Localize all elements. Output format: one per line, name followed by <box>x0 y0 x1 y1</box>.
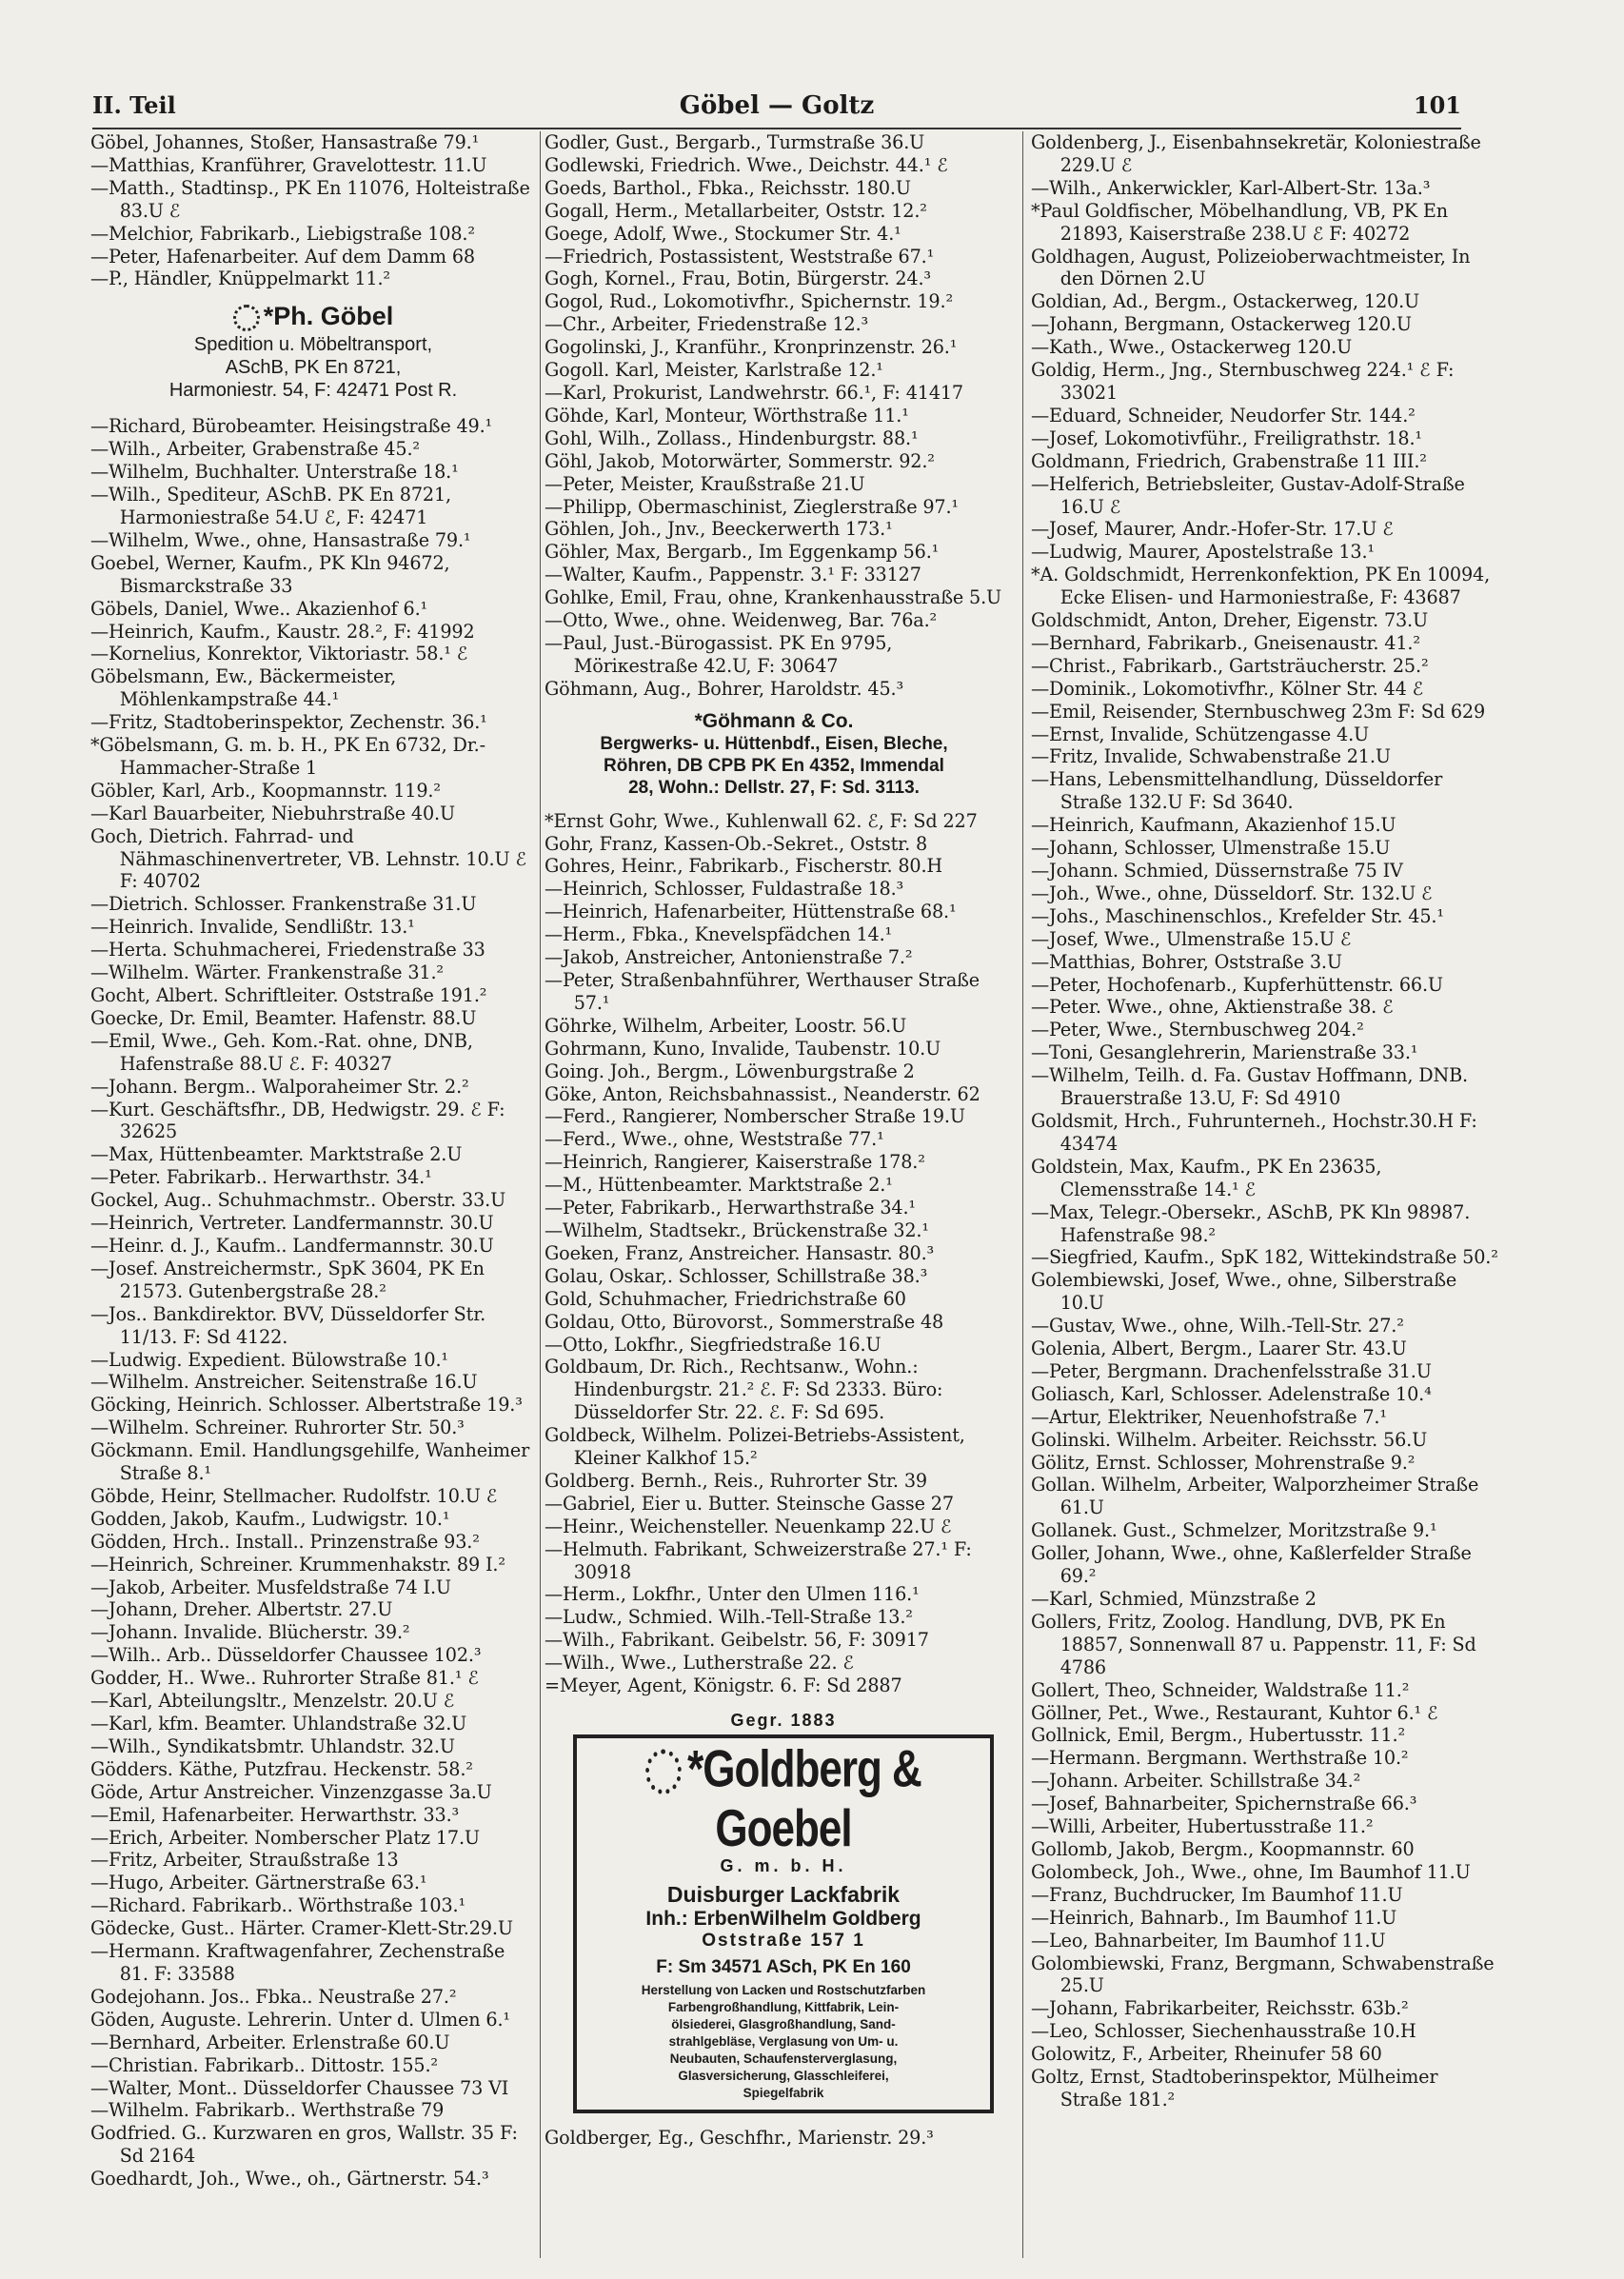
directory-entry: —Heinrich, Bahnarb., Im Baumhof 11.U <box>1031 1906 1397 1929</box>
directory-entry: Godejohann. Jos.. Fbka.. Neustraße 27.² <box>90 1985 457 2008</box>
directory-entry: —Heinrich, Kaufmann, Akazienhof 15.U <box>1031 814 1396 837</box>
directory-entry: Gohres, Heinr., Fabrikarb., Fischerstr. 80.H <box>545 855 943 878</box>
directory-entry: Godden, Jakob, Kaufm., Ludwigstr. 10.¹ <box>90 1507 450 1530</box>
directory-entry: —Matthias, Bohrer, Oststraße 3.U <box>1031 950 1342 973</box>
directory-entry: Goldschmidt, Anton, Dreher, Eigenstr. 73.U <box>1031 609 1429 632</box>
directory-entry: —Bernhard, Arbeiter. Erlenstraße 60.U <box>90 2031 450 2053</box>
directory-entry: —Matthias, Kranführer, Gravelottestr. 11.U <box>90 153 487 176</box>
directory-entry: —Herm., Fbka., Knevelspfädchen 14.¹ <box>545 923 893 946</box>
directory-entry: —Jos.. Bankdirektor. BVV, Düsseldorfer Str. 11/13. F: Sd 4122. <box>90 1302 486 1348</box>
directory-entry: —Josef, Bahnarbeiter, Spichernstraße 66.³ <box>1031 1793 1417 1815</box>
advert-contact: F: Sm 34571 ASch, PK En 160 <box>656 1957 911 1977</box>
directory-entry: —Max, Hüttenbeamter. Marktstraße 2.U <box>90 1143 463 1166</box>
directory-entry: —Josef, Wwe., Ulmenstraße 15.U ℰ <box>1031 927 1352 950</box>
entry-list <box>90 415 536 2190</box>
advert-product-line: Neubauten, Schaufensterverglasung, <box>669 2051 898 2066</box>
advert-owner: Inh.: ErbenWilhelm Goldberg <box>645 1908 921 1930</box>
directory-entry: —Heinrich, Rangierer, Kaiserstraße 178.² <box>545 1151 925 1174</box>
advert-product-line: ölsiederei, Glasgroßhandlung, Sand- <box>671 2017 896 2031</box>
directory-entry: Göhlen, Joh., Jnv., Beeckerwerth 173.¹ <box>545 518 893 541</box>
directory-entry: —Bernhard, Fabrikarb., Gneisenaustr. 41.² <box>1031 631 1420 654</box>
directory-entry: Golembiewski, Josef, Wwe., ohne, Silberstraße 10.U <box>1031 1269 1457 1315</box>
directory-entry: Golinski. Wilhelm. Arbeiter. Reichsstr. 56.U <box>1031 1428 1428 1451</box>
directory-entry: Golowitz, F., Arbeiter, Rheinufer 58 60 <box>1031 2043 1382 2066</box>
directory-entry: Godder, H.. Wwe.. Ruhrorter Straße 81.¹ ℰ <box>90 1667 479 1690</box>
directory-entry: Gödden, Hrch.. Install.. Prinzenstraße 93.² <box>90 1530 480 1553</box>
entry-list <box>90 131 536 290</box>
directory-entry: —Ludwig, Maurer, Apostelstraße 13.¹ <box>1031 541 1375 564</box>
directory-entry: —Heinrich, Vertreter. Landfermannstr. 30.U <box>90 1212 494 1235</box>
directory-entry: Goltz, Ernst, Stadtoberinspektor, Mülheimer Straße 181.² <box>1031 2066 1438 2111</box>
directory-entry: Gohl, Wilh., Zollass., Hindenburgstr. 88.¹ <box>545 426 919 449</box>
advert-founded: Gegr. 1883 <box>730 1711 837 1730</box>
directory-entry: —Heinrich, Kaufm., Kaustr. 28.², F: 41992 <box>90 620 475 643</box>
directory-entry: —Wilhelm. Anstreicher. Seitenstraße 16.U <box>90 1371 478 1394</box>
directory-entry: Gogol, Rud., Lokomotivfhr., Spichernstr. 19.² <box>545 290 953 313</box>
directory-entry: Göbde, Heinr, Stellmacher. Rudolfstr. 10.U ℰ <box>90 1484 498 1507</box>
column-3 <box>1031 131 1499 2269</box>
directory-entry: Göbels, Daniel, Wwe.. Akazienhof 6.¹ <box>90 597 428 620</box>
directory-entry: *Paul Goldfischer, Möbelhandlung, VB, PK En 21893, Kaiserstraße 238.U ℰ F: 40272 <box>1031 199 1448 245</box>
directory-entry: —Helferich, Betriebsleiter, Gustav-Adolf-Straße 16.U ℰ <box>1031 472 1465 518</box>
directory-entry: —Karl, Prokurist, Landwehrstr. 66.¹, F: 41417 <box>545 381 963 404</box>
directory-entry: —Erich, Arbeiter. Nomberscher Platz 17.U <box>90 1826 480 1849</box>
directory-entry: Gödders. Käthe, Putzfrau. Heckenstr. 58.² <box>90 1757 473 1780</box>
directory-entry: Göckmann. Emil. Handlungsgehilfe, Wanheimer Straße 8.¹ <box>90 1439 530 1485</box>
directory-entry: Godlewski, Friedrich. Wwe., Deichstr. 44.¹ ℰ <box>545 153 948 176</box>
advert-line: Bergwerks- u. Hüttenbdf., Eisen, Bleche, <box>600 733 948 754</box>
directory-entry: Goege, Adolf, Wwe., Stockumer Str. 4.¹ <box>545 222 901 245</box>
directory-entry: —Karl, Schmied, Münzstraße 2 <box>1031 1588 1317 1610</box>
advert-products <box>584 1982 982 2102</box>
advert-product-line: Farbengroßhandlung, Kittfabrik, Lein- <box>667 2000 900 2014</box>
directory-entry: —Emil, Reisender, Sternbuschweg 23m F: Sd 629 <box>1031 700 1486 723</box>
directory-entry: —Emil, Hafenarbeiter. Herwarthstr. 33.³ <box>90 1803 460 1826</box>
directory-entry: —Richard. Fabrikarb.. Wörthstraße 103.¹ <box>90 1894 466 1917</box>
directory-entry: —Hermann. Kraftwagenfahrer, Zechenstraße 81. F: 33588 <box>90 1940 505 1985</box>
directory-entry: —Heinrich, Schreiner. Krummenhakstr. 89 I.² <box>90 1553 505 1575</box>
directory-entry: —Josef, Maurer, Andr.-Hofer-Str. 17.U ℰ <box>1031 518 1394 541</box>
directory-entry: —Josef. Anstreichermstr., SpK 3604, PK En 21573. Gutenbergstraße 28.² <box>90 1257 485 1302</box>
directory-entry: —Wilhelm, Buchhalter. Unterstraße 18.¹ <box>90 461 459 484</box>
directory-entry: —Fritz, Arbeiter, Straußstraße 13 <box>90 1849 399 1872</box>
directory-entry: Goller, Johann, Wwe., ohne, Kaßlerfelder Straße 69.² <box>1031 1542 1472 1588</box>
directory-entry: —Wilh., Syndikatsbmtr. Uhlandstr. 32.U <box>90 1734 455 1757</box>
directory-entry: —Peter. Fabrikarb.. Herwarthstr. 34.¹ <box>90 1166 432 1189</box>
directory-entry: Goldstein, Max, Kaufm., PK En 23635, Clemensstraße 14.¹ ℰ <box>1031 1155 1382 1200</box>
entry-list <box>545 2127 1003 2150</box>
directory-entry: Golenia, Albert, Bergm., Laarer Str. 43.U <box>1031 1338 1407 1360</box>
column-1 <box>90 131 536 2269</box>
directory-entry: —Ludwig. Expedient. Bülowstraße 10.¹ <box>90 1348 448 1371</box>
directory-entry: —Wilhelm. Wärter. Frankenstraße 31.² <box>90 961 444 984</box>
advert-goldberg-goebel <box>573 1711 994 2113</box>
directory-entry: Gohlke, Emil, Frau, ohne, Krankenhausstraße 5.U <box>545 586 1002 609</box>
directory-entry: =Meyer, Agent, Königstr. 6. F: Sd 2887 <box>545 1675 902 1697</box>
directory-entry: Going. Joh., Bergm., Löwenburgstraße 2 <box>545 1060 915 1082</box>
directory-entry: —Peter, Meister, Kraußstraße 21.U <box>545 472 865 495</box>
directory-entry: Gogall, Herm., Metallarbeiter, Oststr. 12.² <box>545 199 927 222</box>
directory-entry: —Friedrich, Postassistent, Weststraße 67.¹ <box>545 245 935 268</box>
directory-entry: —Peter, Hafenarbeiter. Auf dem Damm 68 <box>90 245 475 268</box>
directory-entry: Goeken, Franz, Anstreicher. Hansastr. 80.³ <box>545 1241 935 1264</box>
advert-line: ASchB, PK En 8721, <box>225 357 402 379</box>
directory-entry: Gollan. Wilhelm, Arbeiter, Walporzheimer Straße 61.U <box>1031 1474 1479 1519</box>
directory-entry: —Joh., Wwe., ohne, Düsseldorf. Str. 132.U ℰ <box>1031 882 1433 904</box>
directory-entry: —Heinrich. Invalide, Sendlißtr. 13.¹ <box>90 916 415 939</box>
directory-entry: —Ferd., Wwe., ohne, Weststraße 77.¹ <box>545 1128 884 1151</box>
directory-entry: —Peter, Hochofenarb., Kupferhüttenstr. 66.U <box>1031 973 1443 996</box>
header-rule <box>92 128 1461 129</box>
directory-entry: —Otto, Wwe., ohne. Weidenweg, Bar. 76a.² <box>545 609 938 632</box>
directory-entry: —Melchior, Fabrikarb., Liebigstraße 108.² <box>90 222 475 245</box>
directory-entry: —Wilh., Ankerwickler, Karl-Albert-Str. 13a.³ <box>1031 176 1431 199</box>
directory-entry: Goldmann, Friedrich, Grabenstraße 11 III.² <box>1031 449 1427 472</box>
advert-line: Harmoniestr. 54, F: 42471 Post R. <box>168 380 458 402</box>
directory-entry: —Fritz, Invalide, Schwabenstraße 21.U <box>1031 745 1391 768</box>
advert-firm: Duisburger Lackfabrik <box>666 1882 901 1907</box>
directory-entry: Goebel, Werner, Kaufm., PK Kln 94672, Bismarckstraße 33 <box>90 551 450 597</box>
directory-entry: —Fritz, Stadtoberinspektor, Zechenstr. 36.¹ <box>90 711 487 734</box>
directory-entry: Goldberg. Bernh., Reis., Ruhrorter Str. 39 <box>545 1469 927 1492</box>
directory-entry: —Siegfried, Kaufm., SpK 182, Wittekindstraße 50.² <box>1031 1246 1498 1269</box>
directory-entry: Goldbeck, Wilhelm. Polizei-Betriebs-Assistent, Kleiner Kalkhof 15.² <box>545 1424 965 1470</box>
directory-entry: —Max, Telegr.-Obersekr., ASchB, PK Kln 98987. Hafenstraße 98.² <box>1031 1200 1471 1246</box>
directory-entry: Goldberger, Eg., Geschfhr., Marienstr. 29.³ <box>545 2127 934 2149</box>
directory-entry: Gödecke, Gust.. Härter. Cramer-Klett-Str.29.U <box>90 1917 513 1940</box>
directory-entry: —Wilh., Spediteur, ASchB. PK En 8721, Harmoniestraße 54.U ℰ, F: 42471 <box>90 484 451 528</box>
directory-entry: —Johann. Bergm.. Walporaheimer Str. 2.² <box>90 1075 469 1098</box>
directory-entry: Gölitz, Ernst. Schlosser, Mohrenstraße 9.² <box>1031 1451 1416 1474</box>
directory-entry: —Wilhelm, Wwe., ohne, Hansastraße 79.¹ <box>90 528 471 551</box>
directory-entry: —Leo, Bahnarbeiter, Im Baumhof 11.U <box>1031 1929 1386 1952</box>
directory-entry: Göke, Anton, Reichsbahnassist., Neanderstr. 62 <box>545 1082 980 1105</box>
directory-entry: —Philipp, Obermaschinist, Zieglerstraße 97.¹ <box>545 495 959 518</box>
directory-entry: Gogoll. Karl, Meister, Karlstraße 12.¹ <box>545 359 883 382</box>
directory-entry: —Wilhelm, Stadtsekr., Brückenstraße 32.¹ <box>545 1219 929 1241</box>
directory-entry: —Helmuth. Fabrikant, Schweizerstraße 27.¹ F: 30918 <box>545 1537 972 1583</box>
directory-entry: —Heinr. d. J., Kaufm.. Landfermannstr. 30.U <box>90 1234 494 1257</box>
advert-product-line: strahlgebläse, Verglasung von Um- u. <box>668 2034 899 2049</box>
directory-entry: Golombiewski, Franz, Bergmann, Schwabenstraße 25.U <box>1031 1952 1495 1997</box>
directory-entry: —P., Händler, Knüppelmarkt 11.² <box>90 268 390 290</box>
directory-entry: —Hans, Lebensmittelhandlung, Düsseldorfer Straße 132.U F: Sd 3640. <box>1031 768 1443 814</box>
directory-entry: Goldsmit, Hrch., Fuhrunterneh., Hochstr.30.H F: 43474 <box>1031 1109 1477 1155</box>
directory-entry: Golau, Oskar,. Schlosser, Schillstraße 38.³ <box>545 1264 928 1287</box>
directory-entry: Golombeck, Joh., Wwe., ohne, Im Baumhof 11.U <box>1031 1860 1471 1883</box>
directory-entry: Göhde, Karl, Monteur, Wörthstraße 11.¹ <box>545 404 909 426</box>
directory-entry: —Wilh.. Arb.. Düsseldorfer Chaussee 102.³ <box>90 1644 482 1667</box>
directory-entry: Gogolinski, J., Kranführ., Kronprinzenstr. 26.¹ <box>545 336 958 359</box>
directory-entry: Göhler, Max, Bergarb., Im Eggenkamp 56.¹ <box>545 541 940 564</box>
directory-entry: —Peter, Bergmann. Drachenfelsstraße 31.U <box>1031 1359 1432 1382</box>
directory-entry: —Hugo, Arbeiter. Gärtnerstraße 63.¹ <box>90 1872 427 1894</box>
directory-entry: —Kurt. Geschäftsfhr., DB, Hedwigstr. 29. ℰ F: 32625 <box>90 1098 505 1143</box>
directory-entry: Gockel, Aug.. Schuhmachmstr.. Oberstr. 33.U <box>90 1189 506 1212</box>
advert-line: 28, Wohn.: Dellstr. 27, F: Sd. 3113. <box>628 777 920 798</box>
entry-list <box>545 810 1003 1697</box>
directory-entry: —Kornelius, Konrektor, Viktoriastr. 58.¹ ℰ <box>90 643 468 665</box>
directory-entry: Goecke, Dr. Emil, Beamter. Hafenstr. 88.U <box>90 1006 477 1029</box>
directory-entry: —Chr., Arbeiter, Friedenstraße 12.³ <box>545 313 869 336</box>
directory-entry: —Karl, kfm. Beamter. Uhlandstraße 32.U <box>90 1713 467 1734</box>
directory-entry: —Ludw., Schmied. Wilh.-Tell-Straße 13.² <box>545 1606 913 1629</box>
directory-entry: —Christ., Fabrikarb., Gartsträucherstr. 25.² <box>1031 654 1429 677</box>
directory-entry: Göhmann, Aug., Bohrer, Haroldstr. 45.³ <box>545 677 904 700</box>
directory-entry: Göde, Artur Anstreicher. Vinzenzgasse 3a.U <box>90 1780 492 1803</box>
directory-entry: —Peter, Fabrikarb., Herwarthstraße 34.¹ <box>545 1197 916 1219</box>
directory-entry: —Willi, Arbeiter, Hubertusstraße 11.² <box>1031 1815 1374 1838</box>
directory-entry: —Johann, Bergmann, Ostackerweg 120.U <box>1031 313 1412 336</box>
advert-frame <box>573 1734 994 2113</box>
directory-entry: Goldbaum, Dr. Rich., Rechtsanw., Wohn.: Hindenburgstr. 21.² ℰ. F: Sd 2333. Büro: Düsseldorfer Str. 22. ℰ. F: Sd 695. <box>545 1356 943 1424</box>
column-divider <box>1022 131 1023 2258</box>
logo-ring-icon <box>233 305 260 331</box>
directory-entry: Goliasch, Karl, Schlosser. Adelenstraße 10.⁴ <box>1031 1382 1432 1405</box>
directory-entry: Göbel, Johannes, Stoßer, Hansastraße 79.¹ <box>90 131 480 153</box>
directory-entry: Goldenberg, J., Eisenbahnsekretär, Koloniestraße 229.U ℰ <box>1031 131 1481 176</box>
directory-entry: —M., Hüttenbeamter. Marktstraße 2.¹ <box>545 1174 893 1197</box>
directory-entry: —Christian. Fabrikarb.. Dittostr. 155.² <box>90 2053 438 2076</box>
directory-entry: *Göbelsmann, G. m. b. H., PK En 6732, Dr.-Hammacher-Straße 1 <box>90 734 485 779</box>
directory-entry: Göllner, Pet., Wwe., Restaurant, Kuhtor 6.¹ ℰ <box>1031 1701 1438 1724</box>
directory-entry: —Peter, Straßenbahnführer, Werthauser Straße 57.¹ <box>545 969 980 1014</box>
directory-entry: —Johann. Schmied, Düssernstraße 75 IV <box>1031 860 1403 882</box>
directory-entry: —Richard, Bürobeamter. Heisingstraße 49.¹ <box>90 415 493 438</box>
directory-entry: Göbelsmann, Ew., Bäckermeister, Möhlenkampstraße 44.¹ <box>90 665 397 711</box>
advert-gmbh: G. m. b. H. <box>720 1856 847 1875</box>
directory-entry: —Wilh., Arbeiter, Grabenstraße 45.² <box>90 438 420 461</box>
advert-product-line: Herstellung von Lacken und Rostschutzfarben <box>641 1983 926 1997</box>
directory-entry: —Dietrich. Schlosser. Frankenstraße 31.U <box>90 893 477 916</box>
directory-entry: —Jakob, Arbeiter. Musfeldstraße 74 I.U <box>90 1575 451 1598</box>
column-divider <box>540 131 541 2258</box>
directory-entry: —Gustav, Wwe., ohne, Wilh.-Tell-Str. 27.² <box>1031 1315 1404 1338</box>
directory-entry: —Leo, Schlosser, Siechenhausstraße 10.H <box>1031 2020 1416 2043</box>
directory-entry: —Hermann. Bergmann. Werthstraße 10.² <box>1031 1747 1409 1770</box>
directory-entry: —Josef, Lokomotivführ., Freiligrathstr. 18.¹ <box>1031 426 1422 449</box>
directory-entry: Goeds, Barthol., Fbka., Reichsstr. 180.U <box>545 176 911 199</box>
directory-entry: *A. Goldschmidt, Herrenkonfektion, PK En 10094, Ecke Elisen- und Harmoniestraße, F: 43687 <box>1031 564 1491 609</box>
directory-entry: —Heinrich, Schlosser, Fuldastraße 18.³ <box>545 878 904 901</box>
directory-entry: —Johann. Arbeiter. Schillstraße 34.² <box>1031 1770 1361 1793</box>
directory-entry: —Walter, Mont.. Düsseldorfer Chaussee 73 VI <box>90 2076 509 2099</box>
directory-entry: Göhl, Jakob, Motorwärter, Sommerstr. 92.² <box>545 449 935 472</box>
directory-entry: —Kath., Wwe., Ostackerweg 120.U <box>1031 336 1353 359</box>
directory-entry: Gocht, Albert. Schriftleiter. Oststraße 191.² <box>90 984 487 1006</box>
header-range: Göbel — Goltz <box>679 91 875 120</box>
advert-product-line: Glasversicherung, Glasschleiferei, <box>678 2069 889 2083</box>
directory-entry: —Toni, Gesanglehrerin, Marienstraße 33.¹ <box>1031 1041 1418 1064</box>
directory-entry: —Wilhelm. Fabrikarb.. Werthstraße 79 <box>90 2099 445 2122</box>
directory-entry: Göden, Auguste. Lehrerin. Unter d. Ulmen 6.¹ <box>90 2008 510 2031</box>
directory-entry: Godler, Gust., Bergarb., Turmstraße 36.U <box>545 131 925 153</box>
directory-entry: Goedhardt, Joh., Wwe., oh., Gärtnerstr. 54.³ <box>90 2168 489 2190</box>
directory-entry: —Heinrich, Hafenarbeiter, Hüttenstraße 68.¹ <box>545 901 957 923</box>
advert-line: Spedition u. Möbeltransport, <box>193 334 433 356</box>
directory-entry: —Ernst, Invalide, Schützengasse 4.U <box>1031 723 1370 745</box>
directory-entry: —Herm., Lokfhr., Unter den Ulmen 116.¹ <box>545 1583 920 1606</box>
directory-entry: —Paul, Just.-Bürogassist. PK En 9795, Möriкestraße 42.U, F: 30647 <box>545 631 893 677</box>
directory-entry: —Johann, Dreher. Albertstr. 27.U <box>90 1598 393 1621</box>
directory-entry: Gold, Schuhmacher, Friedrichstraße 60 <box>545 1287 906 1310</box>
directory-entry: —Wilh., Wwe., Lutherstraße 22. ℰ <box>545 1652 854 1675</box>
entry-list <box>1031 131 1499 2111</box>
directory-entry: —Artur, Elektriker, Neuenhofstraße 7.¹ <box>1031 1405 1387 1428</box>
directory-entry: Göbler, Karl, Arb., Koopmannstr. 119.² <box>90 779 441 802</box>
advert-goebel <box>90 302 536 402</box>
page-header <box>92 91 1461 129</box>
header-section: II. Teil <box>92 91 176 119</box>
directory-entry: Goldian, Ad., Bergm., Ostackerweg, 120.U <box>1031 290 1420 313</box>
advert-title: *Göhmann & Co. <box>694 709 854 732</box>
directory-entry: Goldhagen, August, Polizeioberwachtmeister, In den Dörnen 2.U <box>1031 245 1471 290</box>
advert-address: Oststraße 157 1 <box>702 1931 865 1951</box>
directory-entry: *Ernst Gohr, Wwe., Kuhlenwall 62. ℰ, F: Sd 227 <box>545 809 978 832</box>
directory-entry: —Peter. Wwe., ohne, Aktienstraße 38. ℰ <box>1031 996 1394 1019</box>
advert-goehmann <box>545 710 1003 799</box>
directory-entry: —Wilh., Fabrikant. Geibelstr. 56, F: 30917 <box>545 1629 929 1652</box>
directory-entry: Gollers, Fritz, Zoolog. Handlung, DVB, PK En 18857, Sonnenwall 87 u. Pappenstr. 11, F: Sd 4786 <box>1031 1610 1476 1678</box>
directory-entry: Gollnick, Emil, Bergm., Hubertusstr. 11.² <box>1031 1724 1405 1747</box>
column-2 <box>545 131 1003 2269</box>
advert-title: *Goldberg & Goebel <box>687 1739 921 1858</box>
directory-entry: Goldig, Herm., Jng., Sternbuschweg 224.¹ ℰ F: 33021 <box>1031 359 1455 404</box>
advert-product-line: Spiegelfabrik <box>743 2086 824 2100</box>
directory-entry: Godfried. G.. Kurzwaren en gros, Wallstr. 35 F: Sd 2164 <box>90 2122 518 2168</box>
directory-entry: Gohrmann, Kuno, Invalide, Taubenstr. 10.U <box>545 1037 941 1060</box>
directory-entry: —Karl Bauarbeiter, Niebuhrstraße 40.U <box>90 802 456 824</box>
directory-entry: —Johs., Maschinenschlos., Krefelder Str. 45.¹ <box>1031 904 1444 927</box>
directory-entry: —Heinr., Weichensteller. Neuenkamp 22.U ℰ <box>545 1515 952 1537</box>
directory-entry: —Karl, Abteilungsltr., Menzelstr. 20.U ℰ <box>90 1690 455 1713</box>
directory-entry: —Johann, Schlosser, Ulmenstraße 15.U <box>1031 837 1391 860</box>
directory-entry: —Herta. Schuhmacherei, Friedenstraße 33 <box>90 939 485 961</box>
directory-entry: —Emil, Wwe., Geh. Kom.-Rat. ohne, DNB, Hafenstraße 88.U ℰ. F: 40327 <box>90 1029 473 1075</box>
directory-entry: Goch, Dietrich. Fahrrad- und Nähmaschinenvertreter, VB. Lehnstr. 10.U ℰ F: 40702 <box>90 824 526 893</box>
directory-entry: —Jakob, Anstreicher, Antonienstraße 7.² <box>545 946 913 969</box>
directory-entry: Göcking, Heinrich. Schlosser. Albertstraße 19.³ <box>90 1394 523 1417</box>
directory-entry: Gogh, Kornel., Frau, Botin, Bürgerstr. 24.³ <box>545 268 931 290</box>
entry-list <box>545 131 1003 701</box>
directory-entry: —Johann. Invalide. Blücherstr. 39.² <box>90 1621 410 1644</box>
directory-entry: —Wilhelm. Schreiner. Ruhrorter Str. 50.³ <box>90 1417 465 1439</box>
directory-entry: —Ferd., Rangierer, Nomberscher Straße 19.U <box>545 1105 965 1128</box>
directory-entry: —Walter, Kaufm., Pappenstr. 3.¹ F: 33127 <box>545 564 921 586</box>
directory-entry: Gollomb, Jakob, Bergm., Koopmannstr. 60 <box>1031 1837 1415 1860</box>
advert-title: *Ph. Göbel <box>263 302 394 331</box>
directory-entry: —Gabriel, Eier u. Butter. Steinsche Gasse 27 <box>545 1492 954 1515</box>
directory-entry: Gollanek. Gust., Schmelzer, Moritzstraße 9.¹ <box>1031 1519 1437 1542</box>
directory-entry: —Matth., Stadtinsp., PK En 11076, Holteistraße 83.U ℰ <box>90 176 530 222</box>
directory-entry: —Dominik., Lokomotivfhr., Kölner Str. 44 ℰ <box>1031 677 1424 700</box>
advert-line: Röhren, DB CPB PK En 4352, Immendal <box>604 755 944 776</box>
directory-entry: —Johann, Fabrikarbeiter, Reichsstr. 63b.² <box>1031 1997 1409 2020</box>
directory-entry: Gollert, Theo, Schneider, Waldstraße 11.² <box>1031 1678 1410 1701</box>
directory-entry: —Otto, Lokfhr., Siegfriedstraße 16.U <box>545 1333 881 1356</box>
directory-entry: Goldau, Otto, Bürovorst., Sommerstraße 48 <box>545 1310 944 1333</box>
directory-entry: —Eduard, Schneider, Neudorfer Str. 144.² <box>1031 404 1416 426</box>
directory-entry: —Wilhelm, Teilh. d. Fa. Gustav Hoffmann, DNB. Brauerstraße 13.U, F: Sd 4910 <box>1031 1064 1468 1110</box>
directory-entry: —Peter, Wwe., Sternbuschweg 204.² <box>1031 1019 1364 1041</box>
directory-entry: Göhrke, Wilhelm, Arbeiter, Loostr. 56.U <box>545 1014 907 1037</box>
logo-ring-icon <box>645 1750 682 1795</box>
directory-entry: —Franz, Buchdrucker, Im Baumhof 11.U <box>1031 1883 1403 1906</box>
page-number: 101 <box>1413 91 1461 119</box>
directory-entry: Gohr, Franz, Kassen-Ob.-Sekret., Oststr. 8 <box>545 832 928 855</box>
